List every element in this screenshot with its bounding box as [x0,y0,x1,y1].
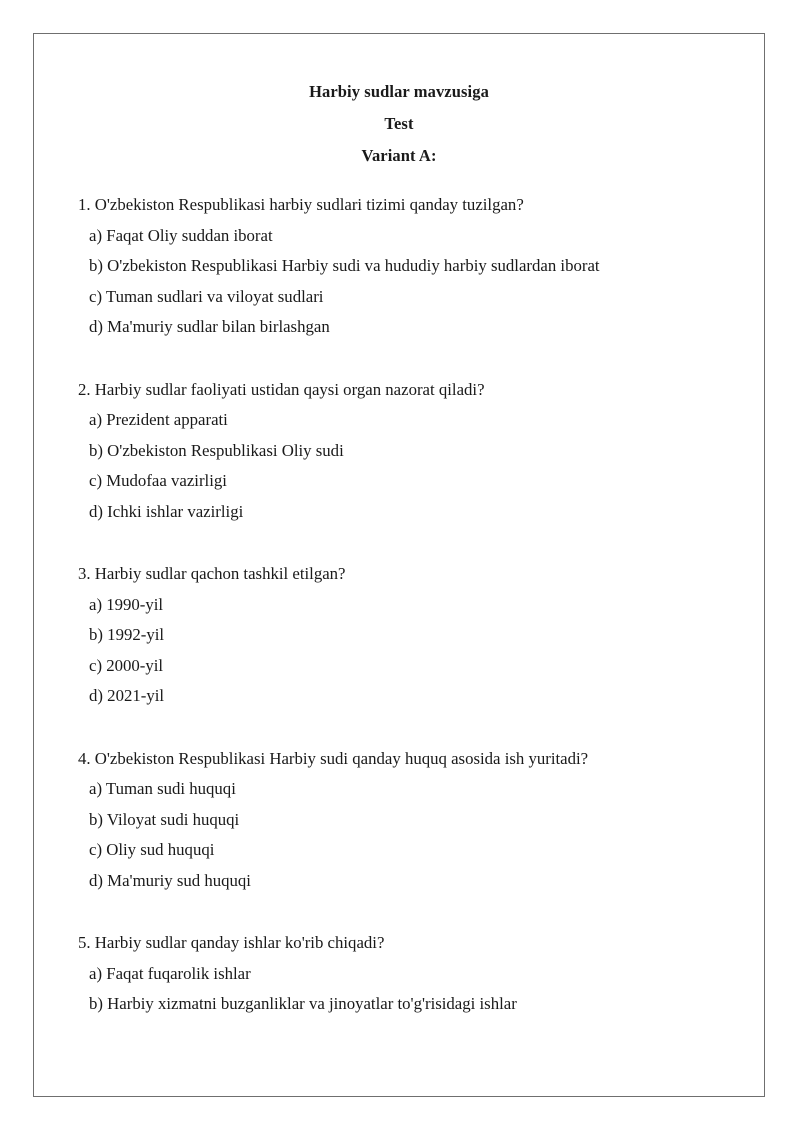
question-option: b) Viloyat sudi huquqi [89,809,240,829]
question-text: 1. O'zbekiston Respublikasi harbiy sudlari tizimi qanday tuzilgan? [78,195,524,214]
question-text: 3. Harbiy sudlar qachon tashkil etilgan? [78,564,346,583]
question-option: a) Prezident apparati [89,410,228,429]
question-option: b) O'zbekiston Respublikasi Oliy sudi [89,440,344,460]
document-variant-label: Variant A: [361,146,437,165]
question-option: a) Faqat fuqarolik ishlar [89,963,251,983]
question-block [34,744,764,897]
question-option: d) Ma'muriy sud huquqi [89,870,251,890]
question-option: a) Tuman sudi huquqi [89,779,236,798]
question-block [34,375,764,528]
question-option: c) Mudofaa vazirligi [89,471,227,490]
question-block [34,559,764,712]
document-subtitle: Test [384,114,414,133]
question-option: c) Tuman sudlari va viloyat sudlari [89,286,324,306]
question-option: b) Harbiy xizmatni buzganliklar va jinoyatlar to'g'risidagi ishlar [89,994,517,1013]
question-option: d) 2021-yil [89,686,165,705]
document-title: Harbiy sudlar mavzusiga [309,82,489,101]
question-option: b) 1992-yil [89,625,165,644]
question-option: d) Ma'muriy sudlar bilan birlashgan [89,317,330,336]
question-text: 2. Harbiy sudlar faoliyati ustidan qaysi organ nazorat qiladi? [78,379,485,399]
question-option: c) 2000-yil [89,655,164,675]
document-page [33,33,765,1097]
question-text: 4. O'zbekiston Respublikasi Harbiy sudi qanday huquq asosida ish yuritadi? [78,748,589,768]
question-option: a) Faqat Oliy suddan iborat [89,225,273,245]
question-option: a) 1990-yil [89,594,164,614]
question-option: c) Oliy sud huquqi [89,840,215,859]
question-text: 5. Harbiy sudlar qanday ishlar ko'rib chiqadi? [78,933,385,952]
question-option: d) Ichki ishlar vazirligi [89,501,244,521]
document-content [34,34,764,1020]
question-option: b) O'zbekiston Respublikasi Harbiy sudi va hududiy harbiy sudlardan iborat [89,256,600,275]
question-block [34,928,764,1020]
question-block [34,190,764,343]
